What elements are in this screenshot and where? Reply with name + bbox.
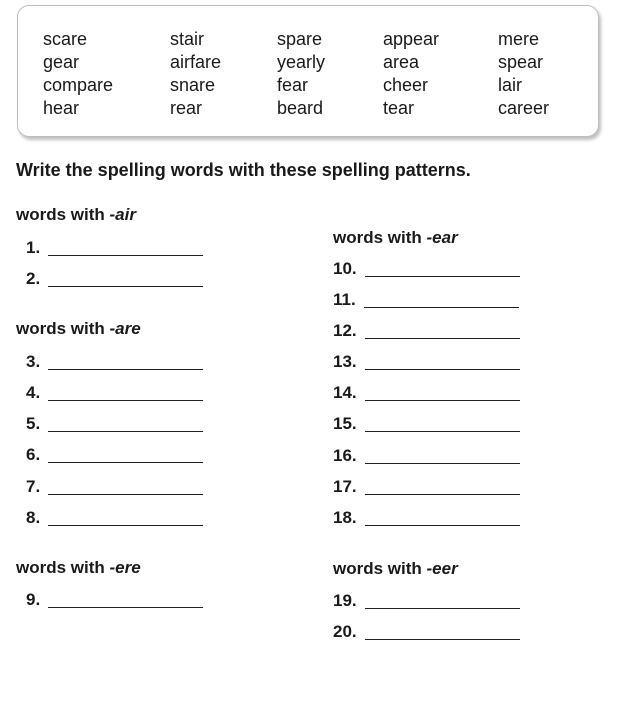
answer-line[interactable]	[365, 338, 520, 339]
item-number: 13.	[333, 352, 357, 371]
word: mere	[498, 29, 540, 49]
answer-line[interactable]	[365, 369, 520, 370]
answer-line[interactable]	[365, 431, 520, 432]
word-column-1	[43, 28, 113, 120]
word: airfare	[170, 52, 222, 72]
answer-blank-6[interactable]	[26, 445, 203, 465]
answer-line[interactable]	[48, 607, 203, 608]
word: compare	[43, 75, 114, 95]
answer-blank-19[interactable]	[333, 591, 520, 611]
answer-line[interactable]	[48, 369, 203, 370]
answer-blank-1[interactable]	[26, 238, 203, 258]
answer-blank-10[interactable]	[333, 259, 520, 279]
heading-ere: words with -ere	[16, 558, 141, 577]
item-number: 3.	[26, 352, 41, 371]
answer-line[interactable]	[365, 608, 520, 609]
word: gear	[43, 52, 80, 72]
answer-blank-20[interactable]	[333, 622, 520, 642]
answer-blank-9[interactable]	[26, 590, 203, 610]
item-number: 15.	[333, 414, 357, 433]
word: spare	[277, 29, 323, 49]
answer-blank-3[interactable]	[26, 352, 203, 372]
item-number: 4.	[26, 383, 41, 402]
answer-blank-2[interactable]	[26, 269, 203, 289]
word-column-3	[277, 28, 325, 120]
word-bank-box	[17, 5, 599, 137]
answer-blank-17[interactable]	[333, 477, 520, 497]
word: beard	[277, 98, 324, 118]
word: hear	[43, 98, 80, 118]
answer-blank-13[interactable]	[333, 352, 520, 372]
item-number: 7.	[26, 477, 41, 496]
item-number: 2.	[26, 269, 41, 288]
item-number: 9.	[26, 590, 41, 609]
answer-blank-12[interactable]	[333, 321, 520, 341]
heading-ear: words with -ear	[333, 228, 458, 247]
heading-air: words with -air	[16, 205, 136, 224]
answer-line[interactable]	[48, 525, 203, 526]
item-number: 17.	[333, 477, 357, 496]
answer-line[interactable]	[364, 307, 519, 308]
item-number: 20.	[333, 622, 357, 641]
answer-blank-11[interactable]	[333, 290, 519, 310]
answer-blank-15[interactable]	[333, 414, 520, 434]
word: rear	[170, 98, 203, 118]
word: fear	[277, 75, 309, 95]
heading-are: words with -are	[16, 319, 141, 338]
item-number: 6.	[26, 445, 41, 464]
answer-line[interactable]	[365, 400, 520, 401]
word: lair	[498, 75, 523, 95]
answer-blank-14[interactable]	[333, 383, 520, 403]
answer-line[interactable]	[48, 462, 203, 463]
answer-line[interactable]	[48, 400, 203, 401]
answer-blank-7[interactable]	[26, 477, 203, 497]
word-column-2	[170, 28, 221, 120]
word: area	[383, 52, 420, 72]
word: tear	[383, 98, 415, 118]
answer-line[interactable]	[48, 286, 203, 287]
heading-eer: words with -eer	[333, 559, 458, 578]
word: yearly	[277, 52, 326, 72]
item-number: 1.	[26, 238, 41, 257]
answer-blank-8[interactable]	[26, 508, 203, 528]
answer-line[interactable]	[48, 255, 203, 256]
answer-line[interactable]	[365, 494, 520, 495]
item-number: 14.	[333, 383, 357, 402]
word: scare	[43, 29, 88, 49]
word: career	[498, 98, 550, 118]
answer-line[interactable]	[48, 494, 203, 495]
instruction-text: Write the spelling words with these spelling patterns.	[16, 160, 471, 180]
item-number: 18.	[333, 508, 357, 527]
answer-blank-16[interactable]	[333, 446, 520, 466]
word-column-5	[498, 28, 549, 120]
answer-line[interactable]	[365, 463, 520, 464]
item-number: 8.	[26, 508, 41, 527]
answer-line[interactable]	[365, 525, 520, 526]
item-number: 11.	[333, 290, 356, 309]
word-column-4	[383, 28, 439, 120]
answer-blank-5[interactable]	[26, 414, 203, 434]
item-number: 16.	[333, 446, 357, 465]
item-number: 10.	[333, 259, 357, 278]
item-number: 12.	[333, 321, 357, 340]
word: cheer	[383, 75, 429, 95]
answer-line[interactable]	[365, 276, 520, 277]
answer-blank-4[interactable]	[26, 383, 203, 403]
word: stair	[170, 29, 205, 49]
word: spear	[498, 52, 544, 72]
answer-blank-18[interactable]	[333, 508, 520, 528]
item-number: 19.	[333, 591, 357, 610]
word: snare	[170, 75, 216, 95]
word: appear	[383, 29, 440, 49]
item-number: 5.	[26, 414, 41, 433]
answer-line[interactable]	[48, 431, 203, 432]
answer-line[interactable]	[365, 639, 520, 640]
